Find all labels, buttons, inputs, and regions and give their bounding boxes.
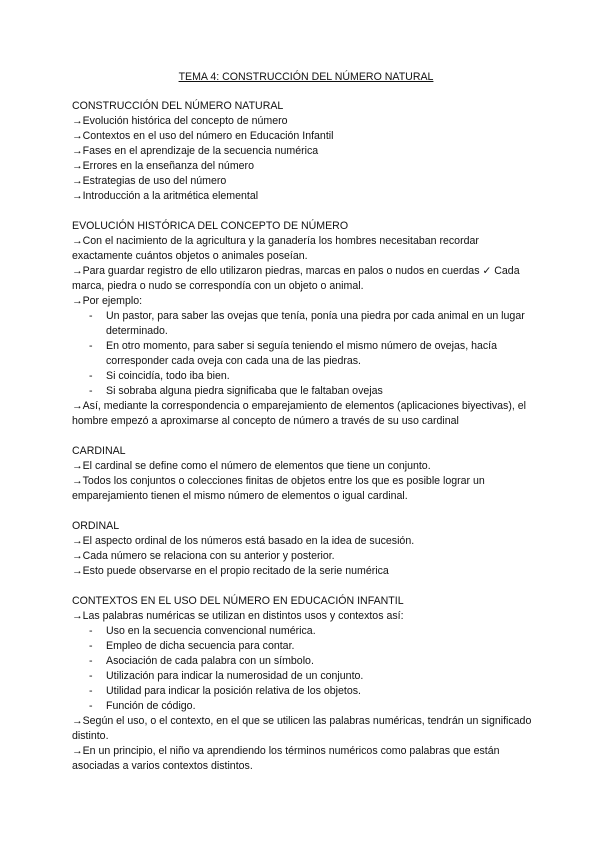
section-construccion <box>72 99 540 204</box>
section-ordinal <box>72 519 540 579</box>
list-item: →Estrategias de uso del número <box>72 175 227 187</box>
section-heading: EVOLUCIÓN HISTÓRICA DEL CONCEPTO DE NÚMERO <box>72 220 349 232</box>
bullet-list <box>72 624 540 714</box>
bullet-item: - Empleo de dicha secuencia para contar. <box>72 639 540 654</box>
paragraph: →Todos los conjuntos o colecciones finitas de objetos entre los que es posible lograr un emparejamiento tienen el mismo número de elementos o igual cardinal. <box>72 475 485 502</box>
bullet-item: - Un pastor, para saber las ovejas que tenía, ponía una piedra por cada animal en un lugar determinado. <box>72 309 540 339</box>
paragraph: →Por ejemplo: <box>72 295 143 307</box>
bullet-item: - Función de código. <box>72 699 540 714</box>
section-heading: CARDINAL <box>72 445 126 457</box>
section-heading: CONTEXTOS EN EL USO DEL NÚMERO EN EDUCACIÓN INFANTIL <box>72 595 404 607</box>
paragraph: →Así, mediante la correspondencia o emparejamiento de elementos (aplicaciones biyectivas), el hombre empezó a aproximarse al concepto de número a través de su uso cardinal <box>72 400 527 427</box>
list-item: →Errores en la enseñanza del número <box>72 160 254 172</box>
list-item: →Evolución histórica del concepto de número <box>72 115 288 127</box>
paragraph: →Según el uso, o el contexto, en el que se utilicen las palabras numéricas, tendrán un significado distinto. <box>72 715 532 742</box>
page-title: TEMA 4: CONSTRUCCIÓN DEL NÚMERO NATURAL <box>178 71 434 83</box>
bullet-item: - Si coincidía, todo iba bien. <box>72 369 540 384</box>
paragraph: →Con el nacimiento de la agricultura y la ganadería los hombres necesitaban recordar exactamente cuántos objetos o animales poseían. <box>72 235 479 262</box>
section-heading: ORDINAL <box>72 520 120 532</box>
bullet-item: - Asociación de cada palabra con un símbolo. <box>72 654 540 669</box>
paragraph: →El cardinal se define como el número de elementos que tiene un conjunto. <box>72 460 431 472</box>
list-item: →Fases en el aprendizaje de la secuencia numérica <box>72 145 319 157</box>
list-item: →Esto puede observarse en el propio recitado de la serie numérica <box>72 565 389 577</box>
paragraph: →Las palabras numéricas se utilizan en distintos usos y contextos así: <box>72 610 404 622</box>
bullet-list <box>72 309 540 399</box>
list-item: →Introducción a la aritmética elemental <box>72 190 259 202</box>
bullet-item: - Utilidad para indicar la posición relativa de los objetos. <box>72 684 540 699</box>
paragraph: →Para guardar registro de ello utilizaron piedras, marcas en palos o nudos en cuerdas ✓ Cada marca, piedra o nudo se correspondía con un objeto o animal. <box>72 265 520 292</box>
list-item: →Contextos en el uso del número en Educación Infantil <box>72 130 334 142</box>
bullet-item: - Si sobraba alguna piedra significaba que le faltaban ovejas <box>72 384 540 399</box>
section-evolucion <box>72 219 540 429</box>
bullet-item: - En otro momento, para saber si seguía teniendo el mismo número de ovejas, hacía corresponder cada oveja con cada una de las piedras. <box>72 339 540 369</box>
paragraph: →En un principio, el niño va aprendiendo los términos numéricos como palabras que están asociadas a varios contextos distintos. <box>72 745 500 772</box>
list-item: →El aspecto ordinal de los números está basado en la idea de sucesión. <box>72 535 415 547</box>
section-heading: CONSTRUCCIÓN DEL NÚMERO NATURAL <box>72 100 284 112</box>
section-contextos <box>72 594 540 774</box>
list-item: →Cada número se relaciona con su anterior y posterior. <box>72 550 335 562</box>
bullet-item: - Uso en la secuencia convencional numérica. <box>72 624 540 639</box>
bullet-item: - Utilización para indicar la numerosidad de un conjunto. <box>72 669 540 684</box>
section-cardinal <box>72 444 540 504</box>
